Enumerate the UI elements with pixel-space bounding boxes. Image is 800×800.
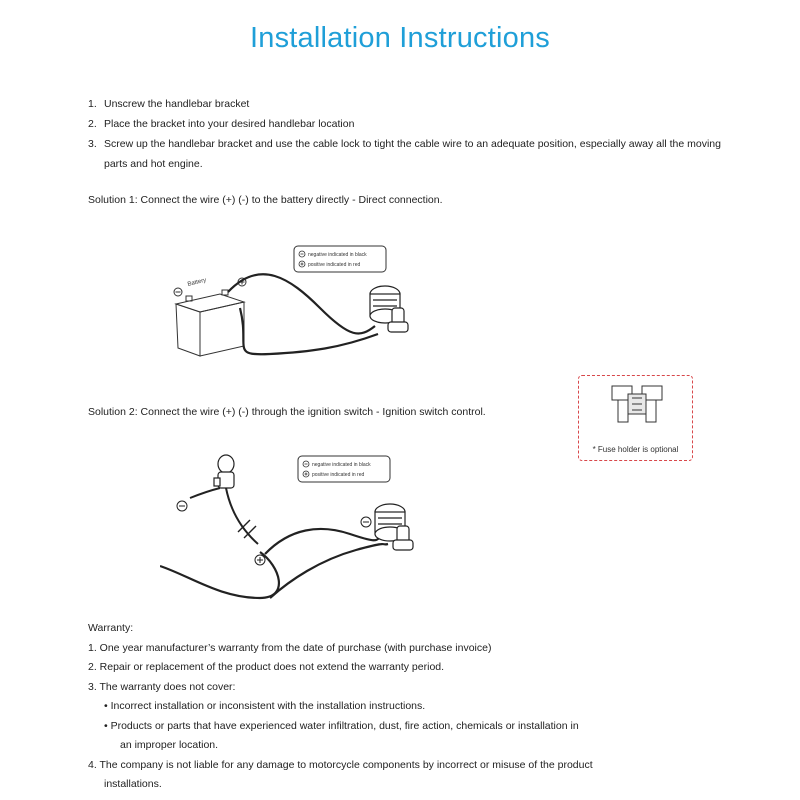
legend-negative-text: negative indicated in black (312, 462, 371, 468)
lead-wire (160, 552, 279, 598)
step-number: 2. (88, 118, 97, 130)
battery-icon (174, 278, 246, 356)
installation-steps (88, 94, 728, 174)
ground-terminal-icon (361, 517, 371, 527)
warranty-item: 4. The company is not liable for any damage to motorcycle components by incorrect or misuse of the product (88, 758, 593, 771)
legend-box-2 (298, 456, 390, 482)
negative-wire (270, 544, 388, 598)
warranty-item: 3. The warranty does not cover: (88, 680, 236, 693)
warranty-subitem-cont: an improper location. (120, 739, 219, 751)
fuse-holder-box (578, 375, 693, 461)
legend-negative-text: negative indicated in black (308, 252, 367, 258)
positive-terminal-icon (255, 555, 265, 565)
warranty-subitem: • Products or parts that have experienced water infiltration, dust, fire action, chemicals or installation in (104, 719, 579, 732)
ignition-wiring-diagram (160, 448, 460, 606)
fuse-holder-icon (604, 382, 670, 432)
step-text: Screw up the handlebar bracket and use the cable lock to tight the cable wire to an adequate position, especially away all the moving parts and hot engine. (104, 138, 721, 170)
solution-1-text: Solution 1: Connect the wire (+) (-) to the battery directly - Direct connection. (88, 194, 443, 206)
step-number: 1. (88, 98, 97, 110)
fuse-note: * Fuse holder is optional (592, 445, 679, 454)
positive-wire (228, 274, 375, 333)
switch-wire (226, 488, 258, 544)
ground-wire (190, 488, 220, 498)
warranty-item: 1. One year manufacturer’s warranty from the date of purchase (with purchase invoice) (88, 641, 492, 654)
negative-wire (240, 308, 378, 354)
battery-label: Battery (187, 277, 207, 288)
step-number: 3. (88, 138, 97, 150)
usb-charger-icon (370, 286, 408, 332)
battery-wiring-diagram (160, 238, 460, 388)
warranty-item: 2. Repair or replacement of the product does not extend the warranty period. (88, 661, 445, 673)
warranty-heading: Warranty: (88, 622, 134, 634)
legend-positive-text: positive indicated in red (312, 472, 365, 478)
legend-box-1 (294, 246, 386, 272)
warranty-item-cont: installations. (104, 778, 162, 790)
step-text: Place the bracket into your desired handlebar location (104, 118, 355, 130)
step-item (88, 94, 728, 114)
solution-2-text: Solution 2: Connect the wire (+) (-) through the ignition switch - Ignition switch control. (88, 406, 486, 418)
legend-positive-text: positive indicated in red (308, 262, 361, 268)
positive-wire (265, 529, 382, 554)
usb-charger-icon (375, 504, 413, 550)
page-title: Installation Instructions (250, 22, 550, 54)
ground-terminal-icon (177, 501, 187, 511)
step-item (88, 134, 728, 174)
step-item (88, 114, 728, 134)
warranty-subitem: • Incorrect installation or inconsistent with the installation instructions. (104, 700, 426, 712)
warranty-section (88, 619, 728, 795)
step-text: Unscrew the handlebar bracket (104, 98, 250, 110)
ignition-switch-icon (214, 455, 234, 488)
